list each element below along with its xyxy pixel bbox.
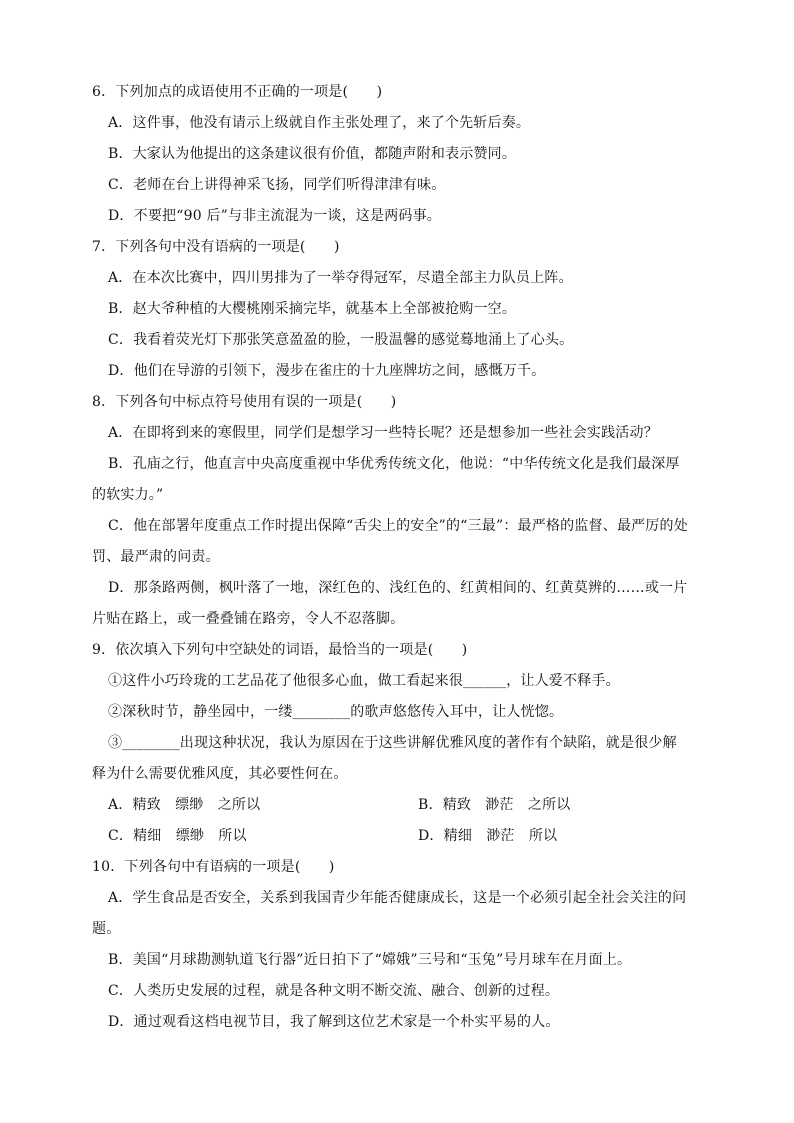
q10-option-d: D．通过观看这档电视节目，我了解到这位艺术家是一个朴实平易的人。: [108, 1014, 560, 1030]
q9-sentence-3-line2: 释为什么需要优雅风度，其必要性何在。: [92, 766, 348, 782]
q8-option-a: A．在即将到来的寒假里，同学们是想学习一些特长呢？还是想参加一些社会实践活动？: [108, 425, 658, 441]
q6-stem: 6．下列加点的成语使用不正确的一项是( ): [92, 84, 383, 100]
q8-stem: 8．下列各句中标点符号使用有误的一项是( ): [92, 394, 397, 410]
q10-option-a-line2: 题。: [92, 921, 121, 937]
q9-option-d: D．精细 渺茫 所以: [418, 828, 558, 844]
q8-option-d-line1: D．那条路两侧，枫叶落了一地，深红色的、浅红色的、红黄相间的、红黄莫辨的……或一片: [108, 580, 688, 596]
q9-sentence-2: ②深秋时节，静坐园中，一缕________的歌声悠悠传入耳中，让人恍惚。: [108, 704, 564, 720]
q6-option-b: B．大家认为他提出的这条建议很有价值，都随声附和表示赞同。: [108, 146, 517, 162]
q7-stem: 7．下列各句中没有语病的一项是( ): [92, 239, 340, 255]
q8-option-b-line1: B．孔庙之行，他直言中央高度重视中华优秀传统文化，他说：“中华传统文化是我们最深厚: [108, 456, 680, 472]
q9-sentence-1: ①这件小巧玲珑的工艺品花了他很多心血，做工看起来很______，让人爱不释手。: [108, 673, 620, 689]
q9-option-a: A．精致 缥缈 之所以: [108, 797, 261, 813]
q10-option-a-line1: A．学生食品是否安全，关系到我国青少年能否健康成长，这是一个必须引起全社会关注的问: [108, 890, 687, 906]
q7-option-b: B．赵大爷种植的大樱桃刚采摘完毕，就基本上全部被抢购一空。: [108, 301, 517, 317]
q8-option-c-line2: 罚、最严肃的问责。: [92, 549, 220, 565]
q6-option-c: C．老师在台上讲得神采飞扬，同学们听得津津有味。: [108, 177, 446, 193]
q8-option-d-line2: 片贴在路上，或一叠叠铺在路旁，令人不忍落脚。: [92, 611, 405, 627]
q9-option-b: B．精致 渺茫 之所以: [418, 797, 571, 813]
q6-option-d: D．不要把“90 后”与非主流混为一谈，这是两码事。: [108, 208, 442, 224]
q7-option-c: C．我看着荧光灯下那张笑意盈盈的脸，一股温馨的感觉蓦地涌上了心头。: [108, 332, 574, 348]
q10-stem: 10．下列各句中有语病的一项是( ): [92, 859, 335, 875]
q9-sentence-3-line1: ③________出现这种状况，我认为原因在于这些讲解优雅风度的著作有个缺陷，就是很少解: [108, 735, 677, 751]
q7-option-a: A．在本次比赛中，四川男排为了一举夺得冠军，尽遣全部主力队员上阵。: [108, 270, 573, 286]
q9-stem: 9．依次填入下列句中空缺处的词语，最恰当的一项是( ): [92, 642, 468, 658]
q6-option-a: A．这件事，他没有请示上级就自作主张处理了，来了个先斩后奏。: [108, 115, 531, 131]
q10-option-c: C．人类历史发展的过程，就是各种文明不断交流、融合、创新的过程。: [108, 983, 560, 999]
q8-option-b-line2: 的软实力。”: [92, 487, 164, 503]
q7-option-d: D．他们在导游的引领下，漫步在雀庄的十九座牌坊之间，感慨万千。: [108, 363, 546, 379]
q10-option-b: B．美国“月球勘测轨道飞行器”近日拍下了“嫦娥”三号和“玉兔”号月球车在月面上。: [108, 952, 632, 968]
q8-option-c-line1: C．他在部署年度重点工作时提出保障“舌尖上的安全”的“三最”：最严格的监督、最严厉的处: [108, 518, 688, 534]
q9-option-c: C．精细 缥缈 所以: [108, 828, 247, 844]
